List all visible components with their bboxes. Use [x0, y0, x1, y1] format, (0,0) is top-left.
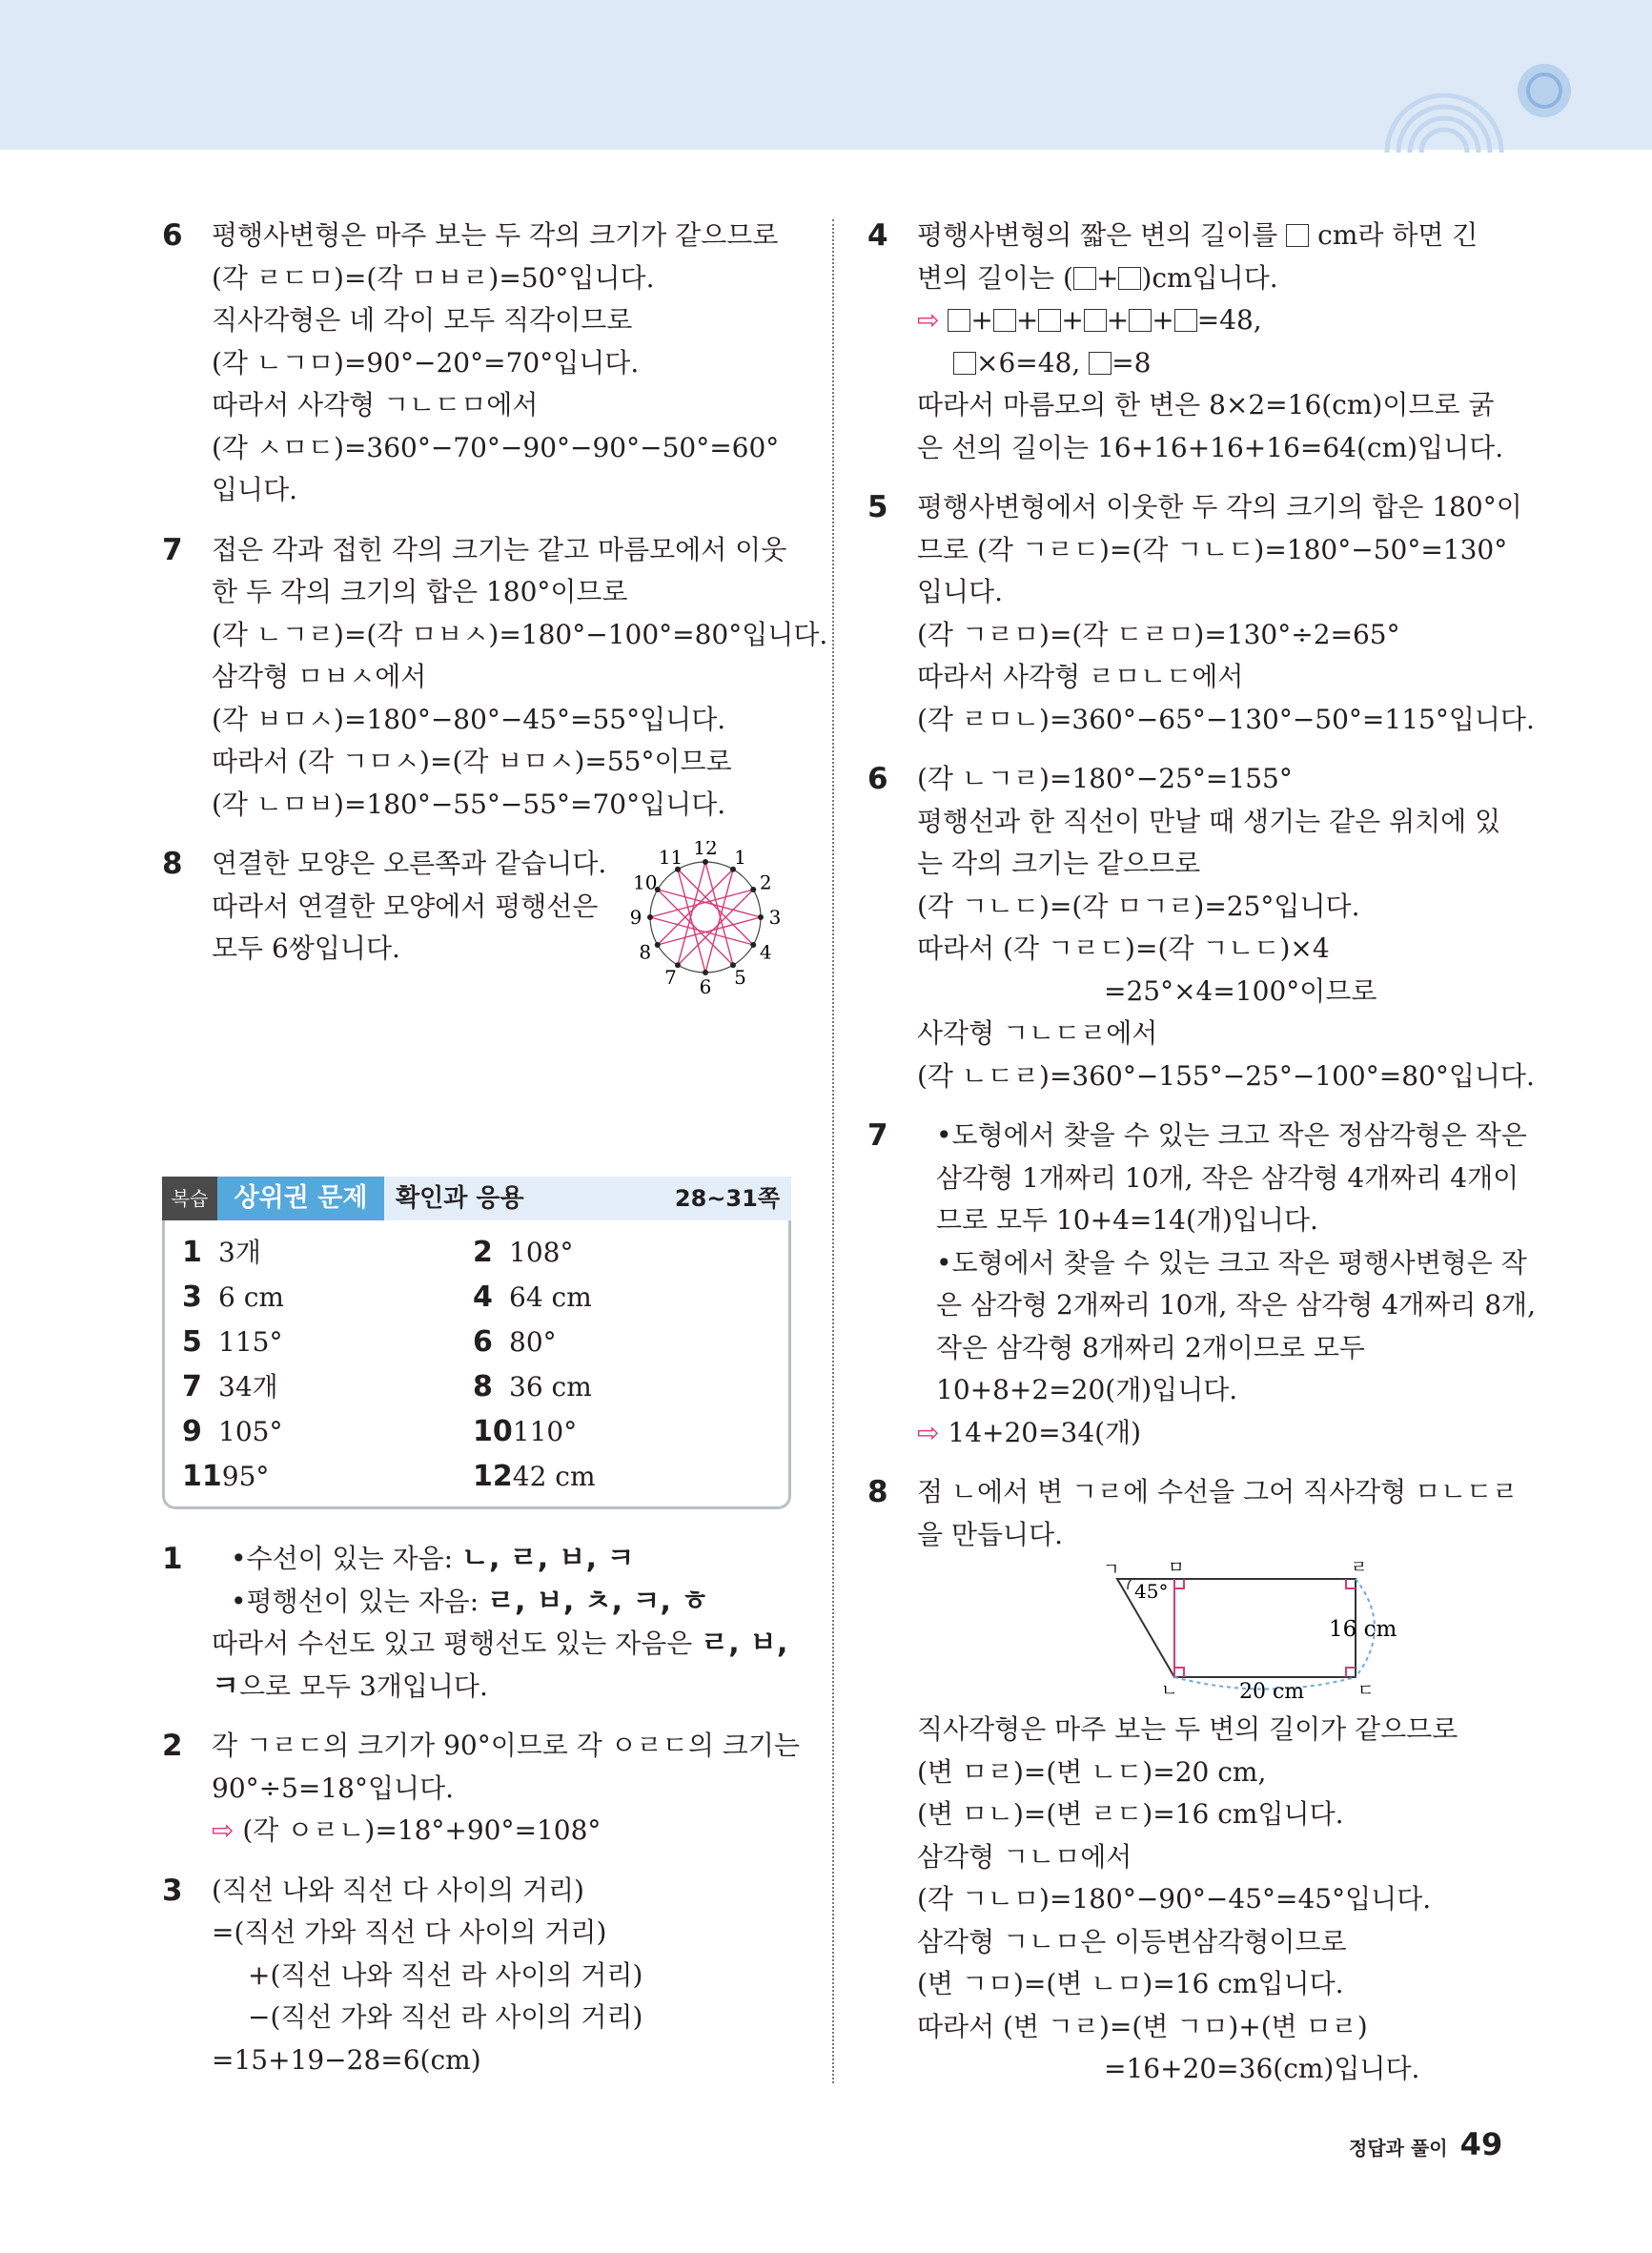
- question-1: [162, 1538, 801, 1708]
- answer-item: [182, 1366, 473, 1407]
- answer-item: [182, 1456, 473, 1497]
- label-digeut: ㄷ: [1357, 1681, 1375, 1701]
- blank-box: [948, 309, 970, 332]
- question-5: [867, 486, 1535, 741]
- text-line: (직선 나와 직선 다 사이의 거리): [212, 1874, 584, 1906]
- text-line: 작은 삼각형 8개짜리 2개이므로 모두: [936, 1331, 1365, 1363]
- page-footer: [1349, 2126, 1502, 2162]
- text-span: 으로 모두 3개입니다.: [238, 1669, 488, 1702]
- text-line: =25°×4=100°이므로: [1104, 974, 1377, 1007]
- text-line: [917, 257, 1506, 300]
- text-line: •평행선이 있는 자음: ㄹ, ㅂ, ㅊ, ㅋ, ㅎ: [231, 1584, 709, 1618]
- text-line: 각 ㄱㄹㄷ의 크기가 90°이므로 각 ㅇㄹㄷ의 크기는: [212, 1730, 800, 1761]
- answer-item: [182, 1277, 473, 1318]
- answer-grid: [162, 1220, 791, 1509]
- answer-number: 1: [182, 1236, 202, 1269]
- answer-number: 11: [182, 1460, 222, 1493]
- text-line: [212, 1666, 801, 1709]
- text-line: 따라서 사각형 ㄹㅁㄴㄷ에서: [917, 661, 1244, 692]
- jamo-list: ㄴ, ㄹ, ㅂ, ㅋ: [461, 1542, 635, 1575]
- problem-number: 2: [162, 1729, 183, 1763]
- answer-item: [473, 1232, 764, 1273]
- text-line: 따라서 연결한 모양에서 평행선은: [212, 890, 599, 922]
- star-polygon-figure: [629, 841, 782, 1003]
- clock-label: 6: [699, 975, 712, 998]
- clock-label: 10: [633, 870, 658, 894]
- text-line: 따라서 사각형 ㄱㄴㄷㅁ에서: [212, 389, 539, 420]
- box-sum-expression: + + + + + =48,: [948, 304, 1261, 336]
- answer-item: [473, 1456, 764, 1497]
- answer-panel: [162, 1177, 791, 1509]
- text-span: 평행사변형의 짧은 변의 길이를: [917, 219, 1287, 251]
- answer-number: 3: [182, 1280, 202, 1314]
- text-span: 도형에서 찾을 수 있는 크고 작은 평행사변형은 작: [951, 1246, 1527, 1279]
- answer-number: 4: [473, 1280, 493, 1314]
- text-line: 90°÷5=18°입니다.: [212, 1772, 455, 1804]
- blank-box: [1286, 224, 1309, 247]
- question-6: [867, 758, 1535, 1097]
- problem-7: [162, 529, 828, 827]
- question-4: [867, 215, 1506, 469]
- problem-number: 6: [162, 218, 183, 253]
- answer-item: [473, 1366, 764, 1407]
- text-line: 따라서 (각 ㄱㄹㄷ)=(각 ㄱㄴㄷ)×4: [917, 932, 1330, 964]
- text-line: 직사각형은 네 각이 모두 직각이므로: [212, 304, 633, 336]
- text-span: +: [1095, 261, 1119, 294]
- text-line: 접은 각과 접힌 각의 크기는 같고 마름모에서 이웃: [212, 533, 787, 565]
- problem-number: 7: [867, 1118, 888, 1153]
- text-line: 평행사변형에서 이웃한 두 각의 크기의 합은 180°이: [917, 491, 1522, 522]
- text-span: =8: [1112, 346, 1152, 379]
- answer-number: 9: [182, 1415, 202, 1448]
- text-line: (각 ㄱㄴㅁ)=180°−90°−45°=45°입니다.: [917, 1883, 1432, 1915]
- label-mieum: ㅁ: [1168, 1558, 1185, 1578]
- text-line: 10+8+2=20(개)입니다.: [936, 1374, 1238, 1405]
- text-line: (각 ㄴㄱㄹ)=(각 ㅁㅂㅅ)=180°−100°=80°입니다.: [212, 618, 828, 650]
- text-span: )cm입니다.: [1141, 261, 1278, 294]
- arrow-icon: ⇨: [212, 1814, 235, 1846]
- question-7: [867, 1115, 1536, 1454]
- blank-box: [993, 309, 1016, 332]
- text-line: 한 두 각의 크기의 합은 180°이므로: [212, 576, 628, 607]
- answer-number: 5: [182, 1325, 202, 1359]
- left-column: [162, 215, 828, 2099]
- problem-number: 6: [867, 762, 888, 796]
- answer-value: 80°: [509, 1326, 557, 1358]
- answer-value: 64 cm: [509, 1281, 592, 1313]
- answer-number: 2: [473, 1236, 493, 1269]
- text-line: 을 만듭니다.: [917, 1518, 1064, 1550]
- text-line: (변 ㅁㄹ)=(변 ㄴㄷ)=20 cm,: [917, 1755, 1267, 1788]
- text-line: (각 ㅅㅁㄷ)=360°−70°−90°−90°−50°=60°: [212, 431, 780, 463]
- answer-item: [182, 1411, 473, 1452]
- panel-title: 상위권 문제: [217, 1177, 384, 1220]
- text-line: (변 ㄱㅁ)=(변 ㄴㅁ)=16 cm입니다.: [917, 1968, 1344, 1999]
- text-line: •도형에서 찾을 수 있는 크고 작은 정삼각형은 작은: [936, 1119, 1527, 1151]
- text-line: 따라서 마름모의 한 변은 8×2=16(cm)이므로 굵: [917, 389, 1495, 420]
- clock-label: 2: [759, 870, 772, 894]
- angle-label: 45°: [1134, 1580, 1169, 1603]
- text-line: (각 ㄱㄹㅁ)=(각 ㄷㄹㅁ)=130°÷2=65°: [917, 618, 1400, 650]
- text-line: (각 ㄱㄴㄷ)=(각 ㅁㄱㄹ)=25°입니다.: [917, 890, 1360, 922]
- panel-subtitle: 확인과 응용: [396, 1184, 524, 1213]
- answer-value: 36 cm: [509, 1371, 592, 1403]
- problem-number: 5: [867, 490, 888, 524]
- clock-dot: [655, 942, 661, 948]
- text-line: (각 ㄹㅁㄴ)=360°−65°−130°−50°=115°입니다.: [917, 703, 1535, 735]
- text-span: cm라 하면 긴: [1309, 219, 1479, 251]
- answer-value: 110°: [512, 1416, 578, 1447]
- problem-number: 7: [162, 532, 183, 567]
- blank-box: [1118, 267, 1141, 290]
- clock-label: 1: [734, 845, 746, 869]
- question-3: [162, 1870, 801, 2082]
- text-line: 연결한 모양은 오른쪽과 같습니다.: [212, 848, 607, 879]
- answer-item: [473, 1321, 764, 1362]
- blank-box: [1089, 352, 1112, 375]
- answer-value: 42 cm: [512, 1461, 596, 1492]
- clock-dot: [703, 859, 708, 865]
- answer-item: [473, 1411, 764, 1452]
- clock-label: 11: [658, 845, 683, 869]
- text-span: 도형에서 찾을 수 있는 크고 작은 정삼각형은 작은: [951, 1119, 1527, 1151]
- text-line: (변 ㅁㄴ)=(변 ㄹㄷ)=16 cm입니다.: [917, 1798, 1344, 1830]
- text-line: (각 ㄴㄷㄹ)=360°−155°−25°−100°=80°입니다.: [917, 1059, 1535, 1092]
- text-line: −(직선 가와 직선 라 사이의 거리): [248, 2001, 643, 2033]
- text-line: 사각형 ㄱㄴㄷㄹ에서: [917, 1017, 1158, 1049]
- answer-value: 34개: [218, 1371, 278, 1403]
- problem-number: 4: [867, 218, 888, 253]
- text-line: =16+20=36(cm)입니다.: [1104, 2053, 1420, 2084]
- panel-pages: 28~31쪽: [674, 1185, 780, 1212]
- bottom-label: 20 cm: [1239, 1680, 1305, 1701]
- text-line: 평행선과 한 직선이 만날 때 생기는 같은 위치에 있: [917, 805, 1501, 837]
- text-span: 14+20=34(개): [948, 1416, 1142, 1448]
- blank-box: [1174, 309, 1197, 332]
- text-line: (각 ㄹㄷㅁ)=(각 ㅁㅂㄹ)=50°입니다.: [212, 261, 655, 294]
- question-2: [162, 1725, 801, 1853]
- answer-number: 7: [182, 1370, 202, 1403]
- text-line: +(직선 나와 직선 라 사이의 거리): [248, 1958, 643, 1991]
- answer-item: [182, 1232, 473, 1273]
- panel-subtitle-bar: [384, 1177, 791, 1220]
- text-line: 점 ㄴ에서 변 ㄱㄹ에 수선을 그어 직사각형 ㅁㄴㄷㄹ: [917, 1476, 1519, 1507]
- clock-label: 7: [664, 966, 677, 990]
- clock-dot: [750, 887, 756, 892]
- clock-dot: [647, 914, 653, 920]
- blank-box: [1073, 267, 1096, 290]
- text-span: (각 ㅇㄹㄴ)=18°+90°=108°: [242, 1814, 602, 1846]
- clock-circle: [650, 862, 761, 973]
- answer-number: 6: [473, 1325, 493, 1359]
- label-giyeok: ㄱ: [1103, 1560, 1120, 1580]
- jamo-list: ㅋ: [212, 1669, 239, 1703]
- text-line: (각 ㄴㅁㅂ)=180°−55°−55°=70°입니다.: [212, 788, 726, 820]
- text-line: =15+19−28=6(cm): [212, 2043, 481, 2076]
- text-span: 수선이 있는 자음:: [246, 1543, 461, 1574]
- text-line: 입니다.: [917, 576, 1004, 607]
- answer-number: 12: [473, 1460, 513, 1493]
- blank-box: [1084, 309, 1107, 332]
- label-nieun: ㄴ: [1161, 1681, 1178, 1701]
- arrow-icon: ⇨: [917, 1416, 940, 1448]
- answer-panel-header: [162, 1177, 791, 1220]
- answer-number: 8: [473, 1370, 493, 1403]
- text-line: 삼각형 1개짜리 10개, 작은 삼각형 4개짜리 4개이: [936, 1161, 1519, 1194]
- trapezoid-figure: [917, 1558, 1508, 1701]
- text-line: 삼각형 ㄱㄴㅁ은 이등변삼각형이므로: [917, 1925, 1347, 1957]
- text-line: 직사각형은 마주 보는 두 변의 길이가 같으므로: [917, 1713, 1458, 1745]
- label-rieul: ㄹ: [1351, 1558, 1368, 1578]
- right-column: [867, 215, 1536, 2108]
- problem-number: 1: [162, 1542, 183, 1576]
- text-line: 는 각의 크기는 같으므로: [917, 848, 1201, 879]
- review-tag: 복습: [162, 1177, 217, 1220]
- text-line: 은 삼각형 2개짜리 10개, 작은 삼각형 4개짜리 8개,: [936, 1289, 1536, 1321]
- text-line: 따라서 (변 ㄱㄹ)=(변 ㄱㅁ)+(변 ㅁㄹ): [917, 2010, 1368, 2042]
- column-divider: [832, 219, 834, 2083]
- problem-number: 8: [162, 847, 183, 881]
- text-line: 므로 모두 10+4=14(개)입니다.: [936, 1204, 1318, 1236]
- text-line: [212, 1810, 801, 1853]
- blank-box: [1038, 309, 1061, 332]
- text-line: [917, 342, 1506, 385]
- answer-number: 10: [473, 1415, 513, 1448]
- text-span: 변의 길이는 (: [917, 261, 1073, 294]
- text-line: (각 ㄴㄱㄹ)=180°−25°=155°: [917, 763, 1293, 794]
- text-line: 므로 (각 ㄱㄹㄷ)=(각 ㄱㄴㄷ)=180°−50°=130°: [917, 533, 1508, 565]
- problem-6: [162, 215, 801, 512]
- clock-label: 12: [693, 841, 718, 859]
- answer-value: 105°: [218, 1416, 283, 1447]
- text-line: [917, 299, 1506, 342]
- answer-value: 108°: [509, 1237, 574, 1268]
- text-line: (각 ㅂㅁㅅ)=180°−80°−45°=55°입니다.: [212, 703, 726, 735]
- text-line: [212, 1623, 801, 1666]
- decorative-bubble-icon: [1511, 57, 1578, 124]
- text-line: 평행사변형은 마주 보는 두 각의 크기가 같으므로: [212, 219, 779, 251]
- clock-label: 4: [759, 940, 772, 964]
- text-line: 모두 6쌍입니다.: [212, 932, 400, 964]
- problem-number: 8: [867, 1475, 888, 1509]
- text-span: ×6=48,: [976, 346, 1090, 379]
- text-line: [917, 1412, 1506, 1455]
- text-line: (각 ㄴㄱㅁ)=90°−20°=70°입니다.: [212, 346, 640, 379]
- jamo-list: ㄹ, ㅂ,: [701, 1627, 788, 1660]
- page-number: 49: [1459, 2126, 1503, 2162]
- clock-label: 3: [768, 906, 782, 929]
- text-line: 삼각형 ㄱㄴㅁ에서: [917, 1840, 1132, 1873]
- question-8: [867, 1471, 1519, 2091]
- text-line: =(직선 가와 직선 다 사이의 거리): [212, 1916, 607, 1948]
- problem-number: 3: [162, 1873, 183, 1908]
- text-line: 은 선의 길이는 16+16+16+16=64(cm)입니다.: [917, 431, 1504, 463]
- text-line: •수선이 있는 자음: ㄴ, ㄹ, ㅂ, ㅋ: [231, 1542, 635, 1575]
- jamo-list: ㄹ, ㅂ, ㅊ, ㅋ, ㅎ: [487, 1584, 709, 1618]
- clock-label: 8: [639, 940, 652, 964]
- text-line: 삼각형 ㅁㅂㅅ에서: [212, 661, 427, 692]
- answer-value: 3개: [218, 1237, 261, 1268]
- text-line: •도형에서 찾을 수 있는 크고 작은 평행사변형은 작: [936, 1246, 1527, 1279]
- blank-box: [953, 352, 976, 375]
- answer-value: 115°: [218, 1326, 283, 1358]
- arrow-icon: ⇨: [917, 304, 940, 336]
- text-line: 입니다.: [212, 474, 298, 505]
- answer-item: [473, 1277, 764, 1318]
- blank-box: [1129, 309, 1152, 332]
- text-span: 평행선이 있는 자음:: [246, 1585, 488, 1617]
- text-line: 따라서 (각 ㄱㅁㅅ)=(각 ㅂㅁㅅ)=55°이므로: [212, 746, 732, 777]
- clock-dot: [750, 942, 756, 948]
- clock-label: 5: [734, 966, 746, 990]
- answer-item: [182, 1321, 473, 1362]
- clock-label: 9: [629, 906, 642, 929]
- answer-value: 95°: [221, 1461, 270, 1492]
- decorative-circles-icon: [1373, 52, 1525, 153]
- problem-8: [162, 841, 801, 998]
- clock-dot: [758, 914, 764, 920]
- answer-value: 6 cm: [218, 1281, 284, 1313]
- text-span: 따라서 수선도 있고 평행선도 있는 자음은: [212, 1628, 702, 1659]
- footer-label: 정답과 풀이: [1349, 2137, 1448, 2160]
- text-line: [917, 215, 1506, 257]
- side-label: 16 cm: [1329, 1617, 1397, 1642]
